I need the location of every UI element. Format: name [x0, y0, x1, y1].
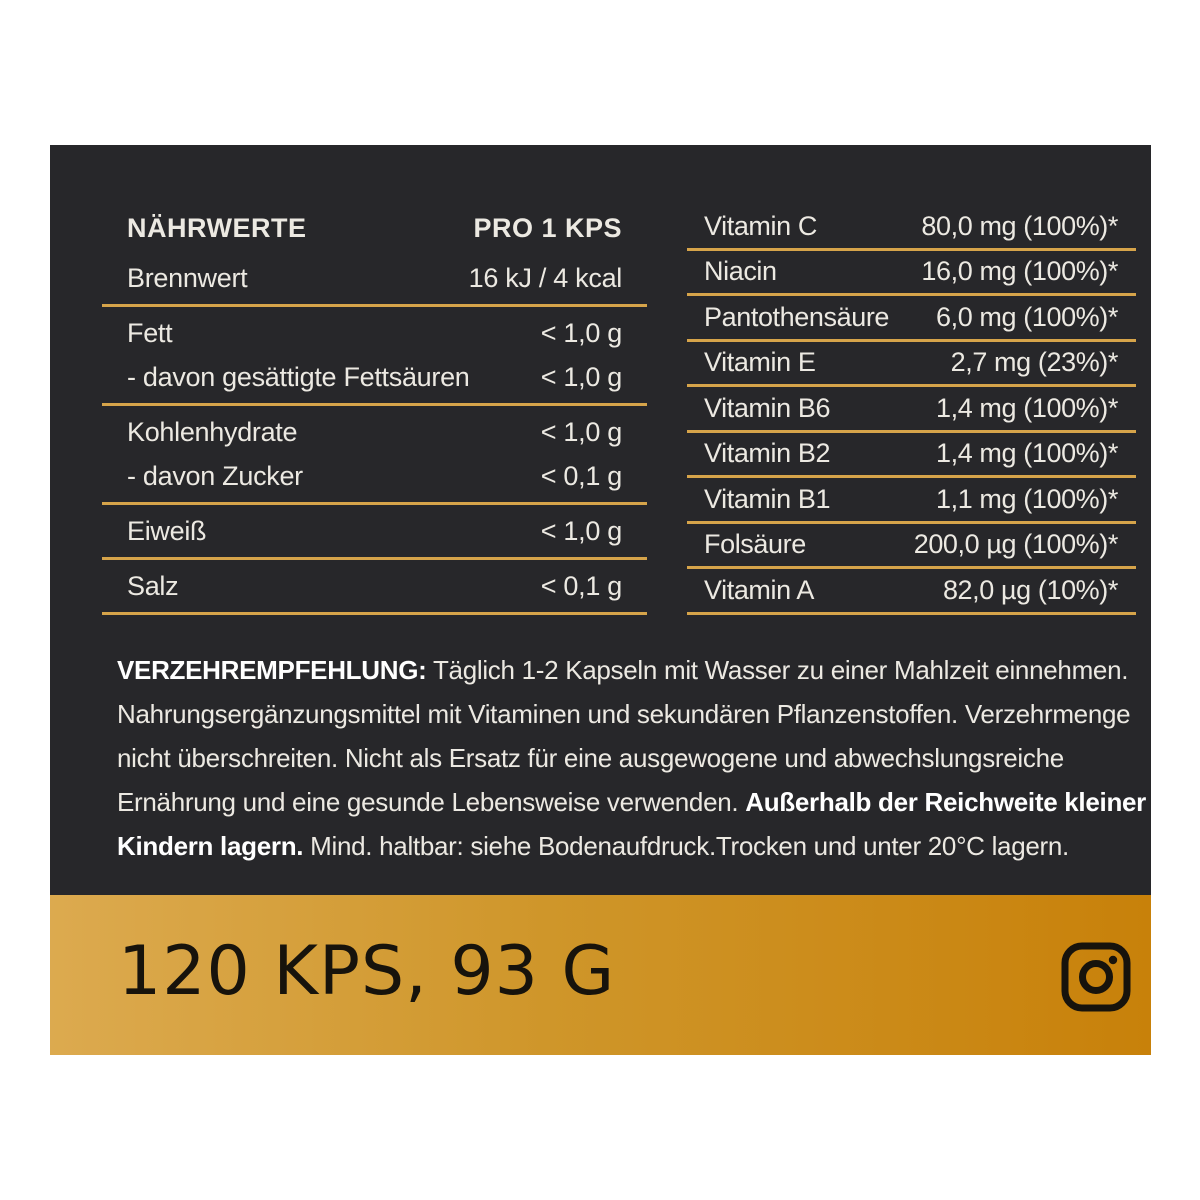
vitamin-name: Folsäure	[704, 529, 806, 560]
vitamin-amount: 6,0 mg (100%)*	[936, 301, 1118, 332]
vitamin-row	[687, 296, 1136, 342]
vitamin-amount: 80,0 mg (100%)*	[921, 210, 1118, 241]
nutrition-label: Salz	[127, 570, 179, 601]
nutrition-row	[102, 410, 647, 454]
vitamin-row	[687, 524, 1136, 570]
nutrition-label: Fett	[127, 317, 173, 348]
vitamin-row	[687, 205, 1136, 251]
vitamin-amount: 1,1 mg (100%)*	[936, 483, 1118, 514]
nutrition-row	[102, 355, 647, 399]
package-quantity: 120 KPS, 93 G	[118, 932, 616, 1011]
nutrition-row	[102, 256, 647, 300]
nutrition-value: < 1,0 g	[540, 515, 622, 546]
nutrition-group-carbs	[102, 406, 647, 505]
nutrition-heading: NÄHRWERTE	[127, 212, 307, 243]
vitamin-amount: 200,0 µg (100%)*	[913, 529, 1118, 560]
nutrition-label: - davon gesättigte Fettsäuren	[127, 361, 470, 392]
footer-band	[50, 895, 1151, 1055]
vitamin-name: Vitamin A	[704, 574, 814, 605]
advice-text: Täglich 1-2 Kapseln mit Wasser zu einer Mahlzeit einnehmen. Nahrungsergänzungsmittel mit Vitaminen und sekundären Pflanzenstoffen. Verzehrmenge nicht überschreiten. Nicht als Ersatz für eine ausgewogene und abwechslungsreiche Ernährung und eine gesunde Lebensweise verwenden.	[117, 655, 1131, 817]
vitamin-row	[687, 342, 1136, 388]
vitamin-row	[687, 478, 1136, 524]
consumption-advice	[117, 648, 1147, 868]
nutrition-value: < 0,1 g	[540, 570, 622, 601]
nutrition-table	[102, 200, 647, 615]
vitamin-name: Vitamin E	[704, 347, 816, 378]
vitamin-table	[687, 205, 1136, 615]
nutrition-value: < 1,0 g	[540, 361, 622, 392]
vitamin-amount: 2,7 mg (23%)*	[950, 347, 1118, 378]
nutrition-group-salt	[102, 560, 647, 615]
nutrition-value: 16 kJ / 4 kcal	[468, 262, 622, 293]
vitamin-name: Pantothensäure	[704, 301, 890, 332]
advice-heading: VERZEHREMPFEHLUNG:	[117, 655, 427, 685]
vitamin-name: Vitamin B2	[704, 438, 831, 469]
vitamin-name: Vitamin B6	[704, 392, 831, 423]
vitamin-row	[687, 569, 1136, 615]
nutrition-value: < 1,0 g	[540, 317, 622, 348]
nutrition-label: Brennwert	[127, 262, 248, 293]
nutrition-row	[102, 564, 647, 608]
vitamin-amount: 1,4 mg (100%)*	[936, 392, 1118, 423]
vitamin-row	[687, 433, 1136, 479]
nutrition-group-protein	[102, 505, 647, 560]
vitamin-name: Vitamin B1	[704, 483, 831, 514]
nutrition-row	[102, 454, 647, 498]
nutrition-label: Kohlenhydrate	[127, 416, 298, 447]
vitamin-name: Vitamin C	[704, 210, 817, 241]
vitamin-row	[687, 251, 1136, 297]
per-serving-heading: PRO 1 KPS	[473, 212, 622, 243]
nutrition-label: - davon Zucker	[127, 460, 303, 491]
storage-text: Mind. haltbar: siehe Bodenaufdruck.Trocken und unter 20°C lagern.	[303, 831, 1069, 861]
vitamin-amount: 1,4 mg (100%)*	[936, 438, 1118, 469]
nutrition-value: < 1,0 g	[540, 416, 622, 447]
vitamin-amount: 82,0 µg (10%)*	[942, 574, 1118, 605]
vitamin-row	[687, 387, 1136, 433]
nutrition-value: < 0,1 g	[540, 460, 622, 491]
nutrition-group-energy	[102, 256, 647, 307]
vitamin-amount: 16,0 mg (100%)*	[921, 256, 1118, 287]
vitamin-name: Niacin	[704, 256, 777, 287]
nutrition-header	[102, 200, 647, 256]
nutrition-row	[102, 311, 647, 355]
child-warning: Außerhalb der Reichweite kleiner Kindern lagern.	[117, 787, 1147, 861]
nutrition-row	[102, 509, 647, 553]
nutrition-label: Eiweiß	[127, 515, 207, 546]
instagram-icon[interactable]	[1061, 942, 1131, 1012]
nutrition-group-fat	[102, 307, 647, 406]
